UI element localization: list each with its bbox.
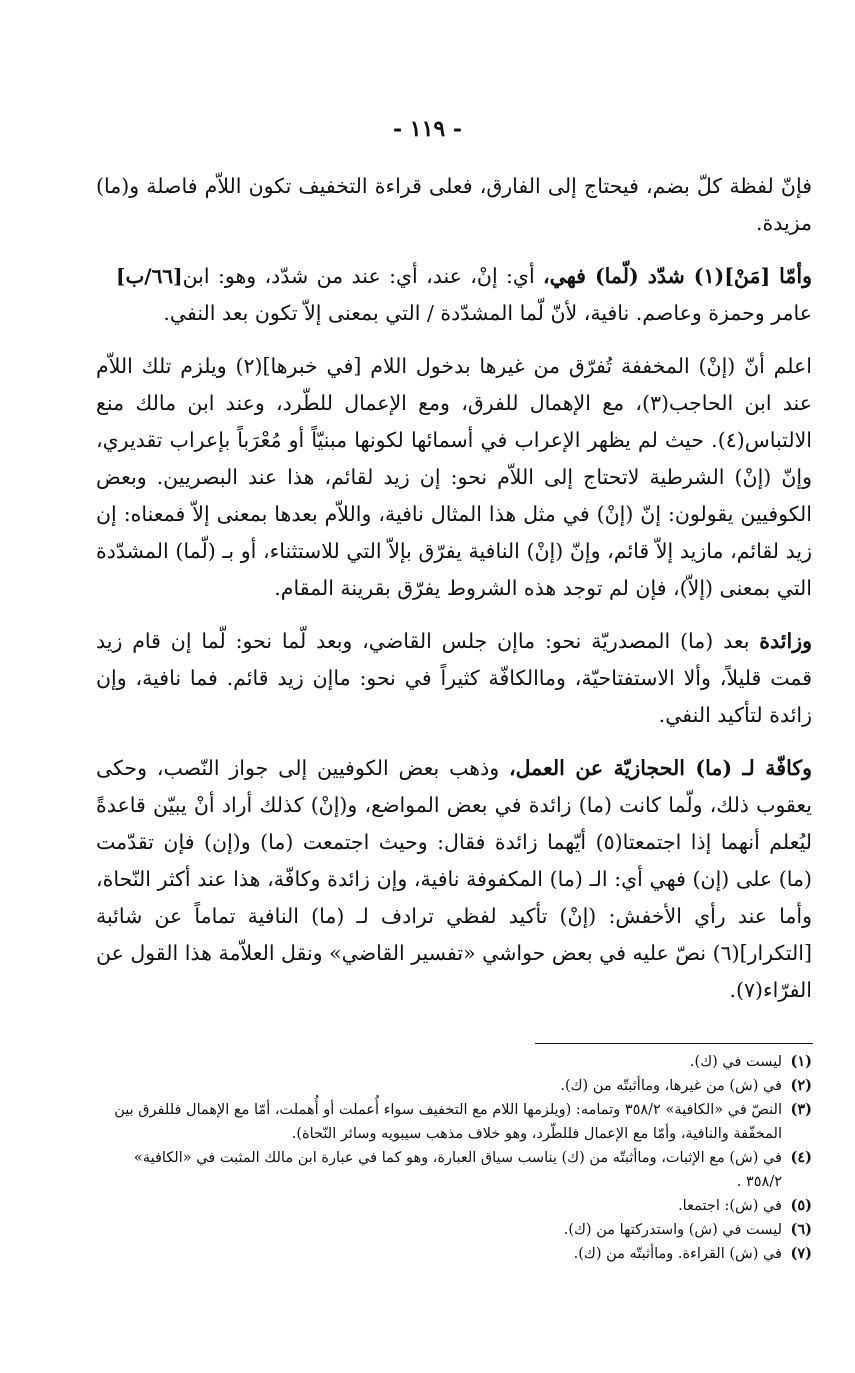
paragraph [96,258,812,332]
footnote [100,1146,812,1194]
paragraph-text: بعد (ما) المصدريّة نحو: ماإن جلس القاضي، وبعد لّما نحو: لّما إن قام زيد قمت قليلاً، وألا الاستفتاحيّة، وماالكافّة كثيراً في نحو: ماإن زيد قائم. فما نافية، وإن زائدة لتأكيد النفي. [96,629,812,727]
page-number: - ١١٩ - [392,116,463,142]
footnote-number: (٤) [790,1149,812,1166]
footnote-number: (٦) [790,1221,812,1238]
footnote-number: (١) [790,1053,812,1070]
footnote-text: في (ش) القراءة. وماأثبتّه من (ك). [573,1246,782,1262]
footnote-number: (٥) [790,1197,812,1214]
footnote [100,1194,812,1218]
folio-marker: [٦٦/ب] [116,264,183,288]
footnote-number: (٢) [790,1077,812,1094]
footnote [100,1242,812,1266]
paragraph-lead: وأمّا [مَنْ](١) شدّد (لّما) فهي، [543,264,812,288]
footnote-separator [535,1043,813,1044]
footnote-text: في (ش) من غيرها، وماأثبتّه من (ك). [560,1078,782,1094]
footnote [100,1098,812,1146]
paragraph [96,750,812,1009]
paragraph [96,623,812,734]
paragraph-lead: وكافّة لـ (ما) الحجازيّة عن العمل، [509,756,812,780]
main-text [96,168,812,1009]
footnote-text: في (ش) مع الإثبات، وماأثبتّه من (ك) يناسب سياق العبارة، وهو كما في عبارة ابن مالك المثبت في «الكافية» ٣٥٨/٢ . [133,1150,782,1190]
footnote [100,1218,812,1242]
footnote-number: (٧) [790,1245,812,1262]
footnote-text: في (ش): اجتمعا. [678,1198,782,1214]
paragraph-text: أي: إنْ، عند، أي: عند من شدّد، وهو: ابن عامر وحمزة وعاصم. نافية، لأنّ لّما المشدّدة / التي بمعنى إلاّ تكون بعد النفي. [163,264,812,325]
paragraph [96,168,812,242]
paragraph-text: فإنّ لفظة كلّ بضم، فيحتاج إلى الفارق، فعلى قراءة التخفيف تكون اللاّم فاصلة و(ما) مزيدة. [96,174,812,235]
paragraph-text: وذهب بعض الكوفيين إلى جواز النّصب، وحكى يعقوب ذلك، ولّما كانت (ما) زائدة في بعض المواضع، و(إنْ) كذلك أراد أنْ يبيّن قاعدةً ليُعلم أنهما إذا اجتمعتا(٥) أيّهما زائدة فقال: وحيث اجتمعت (ما) و(إن) فإن تقدّمت (ما) على (إن) فهي أي: الـ (ما) المكفوفة نافية، وإن زائدة وكافّة، هذا عند أكثر النّحاة، وأما عند رأي الأخفش: (إنْ) تأكيد لفظي ترادف لـ (ما) النافية تماماً عن شائبة [التكرار](٦) نصّ عليه في بعض حواشي «تفسير القاضي» ونقل العلاّمة هذا القول عن الفرّاء(٧). [96,756,812,1002]
paragraph-text: اعلم أنّ (إنْ) المخففة تُفرّق من غيرها بدخول اللام [في خبرها](٢) ويلزم تلك اللاّم عند ابن الحاجب(٣)، مع الإهمال للفرق، ومع الإعمال للطّرد، وعند ابن مالك منع الالتباس(٤). حيث لم يظهر الإعراب في أسمائها لكونها مبنيّاً أو مُعْرَباً بإعراب تقديري، وإنّ (إنْ) الشرطية لاتحتاج إلى اللاّم نحو: إن زيد لقائم، هذا عند البصريين. وبعض الكوفيين يقولون: إنّ (إنْ) في مثل هذا المثال نافية، واللاّم بعدها بمعنى إلاّ فمعناه: إن زيد لقائم، مازيد إلاّ قائم، وإنّ (إنْ) النافية يفرّق بإلاّ التي للاستثناء، أو بـ (لّما) المشدّدة التي بمعنى (إلاّ)، فإن لم توجد هذه الشروط يفرّق بقرينة المقام. [96,354,813,600]
paragraph [96,348,812,607]
footnote-text: ليست في (ك). [689,1054,782,1070]
footnotes [100,1050,812,1266]
paragraph-lead: وزائدة [759,629,812,653]
footnote-text: النصّ في «الكافية» ٣٥٨/٢ وتمامه: (ويلزمها اللام مع التخفيف سواء أُعملت أو أُهملت، أمّا مع الإهمال فللفرق بين المخفّفة والنافية، وأمّا مع الإعمال فللطّرد، وهو خلاف مذهب سيبويه وسائر النّحاة). [114,1102,782,1142]
footnote [100,1074,812,1098]
footnote-number: (٣) [790,1101,812,1118]
footnote-text: ليست في (ش) واستدركتها من (ك). [563,1222,782,1238]
footnote [100,1050,812,1074]
